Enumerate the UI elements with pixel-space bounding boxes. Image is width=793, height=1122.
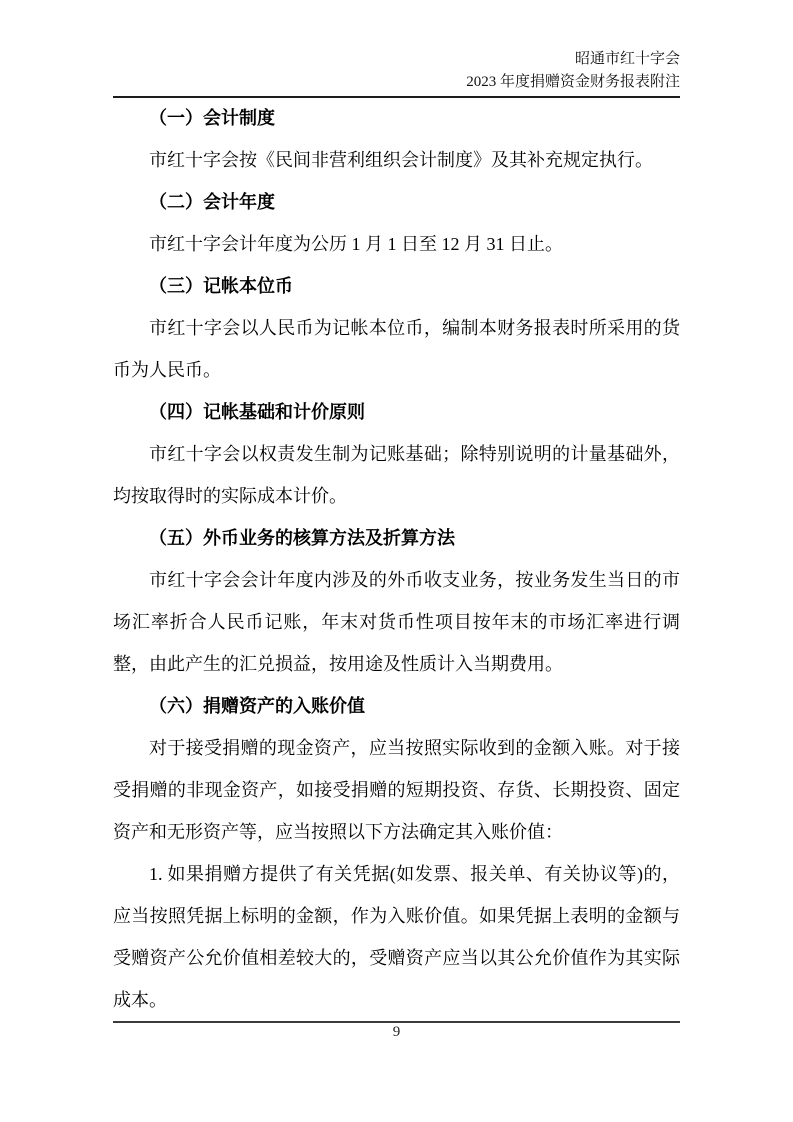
section-5-paragraph-1: 市红十字会会计年度内涉及的外币收支业务，按业务发生当日的市场汇率折合人民币记账，年末对货币性项目按年末的市场汇率进行调整，由此产生的汇兑损益，按用途及性质计入当期费用。 — [113, 570, 680, 674]
section-1-paragraph-1: 市红十字会按《民间非营利组织会计制度》及其补充规定执行。 — [149, 150, 653, 170]
header-org-name: 昭通市红十字会 — [574, 51, 680, 67]
header-doc-title: 2023 年度捐赠资金财务报表附注 — [466, 74, 680, 90]
section-heading-6: （六）捐赠资产的入账价值 — [149, 696, 365, 716]
page-number: 9 — [392, 1024, 401, 1040]
section-3-paragraph-1: 市红十字会以人民币为记帐本位币，编制本财务报表时所采用的货币为人民币。 — [113, 318, 680, 380]
section-6-paragraph-2: 1. 如果捐赠方提供了有关凭据(如发票、报关单、有关协议等)的，应当按照凭据上标明的金额，作为入账价值。如果凭据上表明的金额与受赠资产公允价值相差较大的，受赠资产应当以其公允价值作为其实际成本。 — [113, 864, 680, 1010]
section-heading-1: （一）会计制度 — [149, 108, 275, 128]
section-6-paragraph-1: 对于接受捐赠的现金资产，应当按照实际收到的金额入账。对于接受捐赠的非现金资产，如接受捐赠的短期投资、存货、长期投资、固定资产和无形资产等，应当按照以下方法确定其入账价值： — [113, 738, 680, 842]
footer-rule — [113, 1021, 680, 1023]
document-body — [113, 97, 680, 1021]
page-header — [113, 48, 680, 94]
section-heading-3: （三）记帐本位币 — [149, 276, 293, 296]
section-heading-4: （四）记帐基础和计价原则 — [149, 402, 365, 422]
section-4-paragraph-1: 市红十字会以权责发生制为记账基础；除特别说明的计量基础外，均按取得时的实际成本计价。 — [113, 444, 680, 506]
section-heading-2: （二）会计年度 — [149, 192, 275, 212]
section-2-paragraph-1: 市红十字会计年度为公历 1 月 1 日至 12 月 31 日止。 — [149, 234, 563, 254]
section-heading-5: （五）外币业务的核算方法及折算方法 — [149, 528, 455, 548]
